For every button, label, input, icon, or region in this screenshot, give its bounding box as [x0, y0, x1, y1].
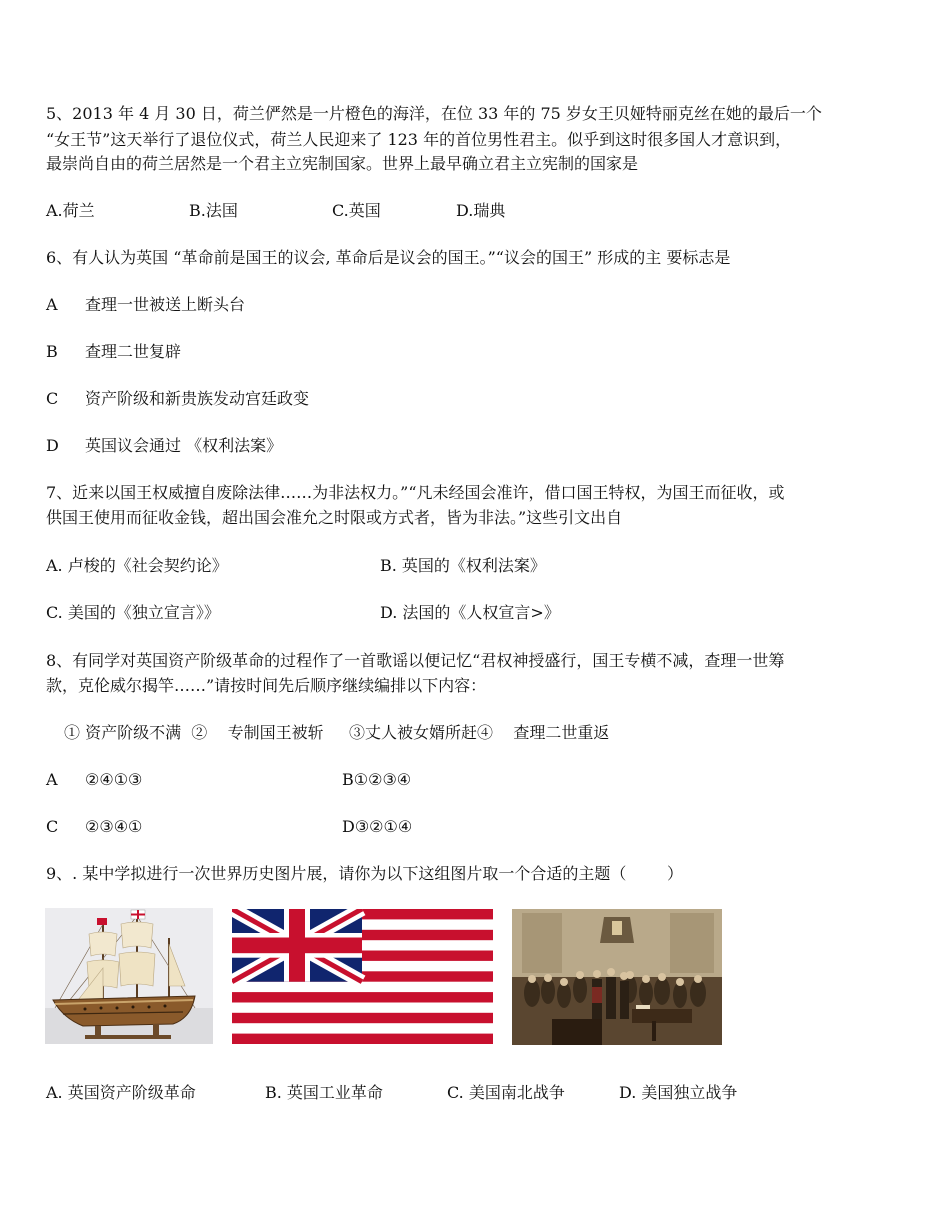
q8-stem-line-1: 8、有同学对英国资产阶级革命的过程作了一首歌谣以便记忆“君权神授盛行，国王专横不减，查理一世筹	[46, 651, 785, 670]
q8-option-c-text: ②③④①	[85, 817, 143, 836]
q7-option-c: C. 美国的《独立宣言》》	[46, 603, 220, 622]
q6-option-b-text: 查理二世复辟	[85, 342, 182, 361]
q8-option-b: B①②③④	[342, 770, 412, 789]
q8-option-d: D③②①④	[342, 817, 413, 836]
q5-stem-line-1: 5、2013 年 4 月 30 日，荷兰俨然是一片橙色的海洋，在位 33 年的 75 岁女王贝娅特丽克丝在她的最后一个	[46, 104, 822, 123]
q8-stem-line-2: 款，克伦威尔揭竿……”请按时间先后顺序继续编排以下内容：	[46, 676, 487, 695]
q7-stem-line-2: 供国王使用而征收金钱，超出国会准允之时限或方式者，皆为非法。”这些引文出自	[46, 508, 623, 527]
q9-stem: 9、. 某中学拟进行一次世界历史图片展，请你为以下这组图片取一个合适的主题（ ）	[46, 864, 684, 883]
q5-option-b: B.法国	[189, 201, 238, 220]
q6-option-c-letter: C	[46, 389, 59, 408]
flag-image	[232, 909, 493, 1044]
q7-option-b: B. 英国的《权利法案》	[380, 556, 546, 575]
painting-image	[512, 909, 722, 1045]
q6-option-d-text: 英国议会通过 《权利法案》	[85, 436, 283, 455]
q8-items: ① 资产阶级不满 ② 专制国王被斩 ③丈人被女婿所赶④ 查理二世重返	[64, 723, 610, 742]
q6-option-b-letter: B	[46, 342, 58, 361]
q5-option-a: A.荷兰	[46, 201, 95, 220]
q8-option-a-text: ②④①③	[85, 770, 143, 789]
q9-option-c: C. 美国南北战争	[447, 1083, 565, 1102]
q7-option-a: A. 卢梭的《社会契约论》	[46, 556, 228, 575]
q6-option-a-text: 查理一世被送上断头台	[85, 295, 246, 314]
q6-option-d-letter: D	[46, 436, 59, 455]
q5-stem-line-3: 最崇尚自由的荷兰居然是一个君主立宪制国家。世界上最早确立君主立宪制的国家是	[46, 154, 639, 173]
q9-option-d: D. 美国独立战争	[619, 1083, 738, 1102]
q6-stem: 6、有人认为英国 “革命前是国王的议会, 革命后是议会的国王。”“议会的国王” 形成的主 要标志是	[46, 248, 731, 267]
ship-image	[45, 908, 213, 1044]
q5-option-d: D.瑞典	[456, 201, 506, 220]
q8-option-c-letter: C	[46, 817, 59, 836]
q9-option-a: A. 英国资产阶级革命	[46, 1083, 196, 1102]
q9-option-b: B. 英国工业革命	[265, 1083, 383, 1102]
q8-option-a-letter: A	[46, 770, 58, 789]
q5-option-c: C.英国	[332, 201, 381, 220]
q6-option-c-text: 资产阶级和新贵族发动宫廷政变	[85, 389, 310, 408]
q5-stem-line-2: “女王节”这天举行了退位仪式，荷兰人民迎来了 123 年的首位男性君主。似乎到这时很多国人才意识到，	[46, 130, 792, 149]
q6-option-a-letter: A	[46, 295, 58, 314]
q7-option-d: D. 法国的《人权宣言>》	[380, 603, 560, 622]
q7-stem-line-1: 7、近来以国王权威擅自废除法律……为非法权力。”“凡未经国会准许，借口国王特权，为国王而征收，或	[46, 483, 785, 502]
